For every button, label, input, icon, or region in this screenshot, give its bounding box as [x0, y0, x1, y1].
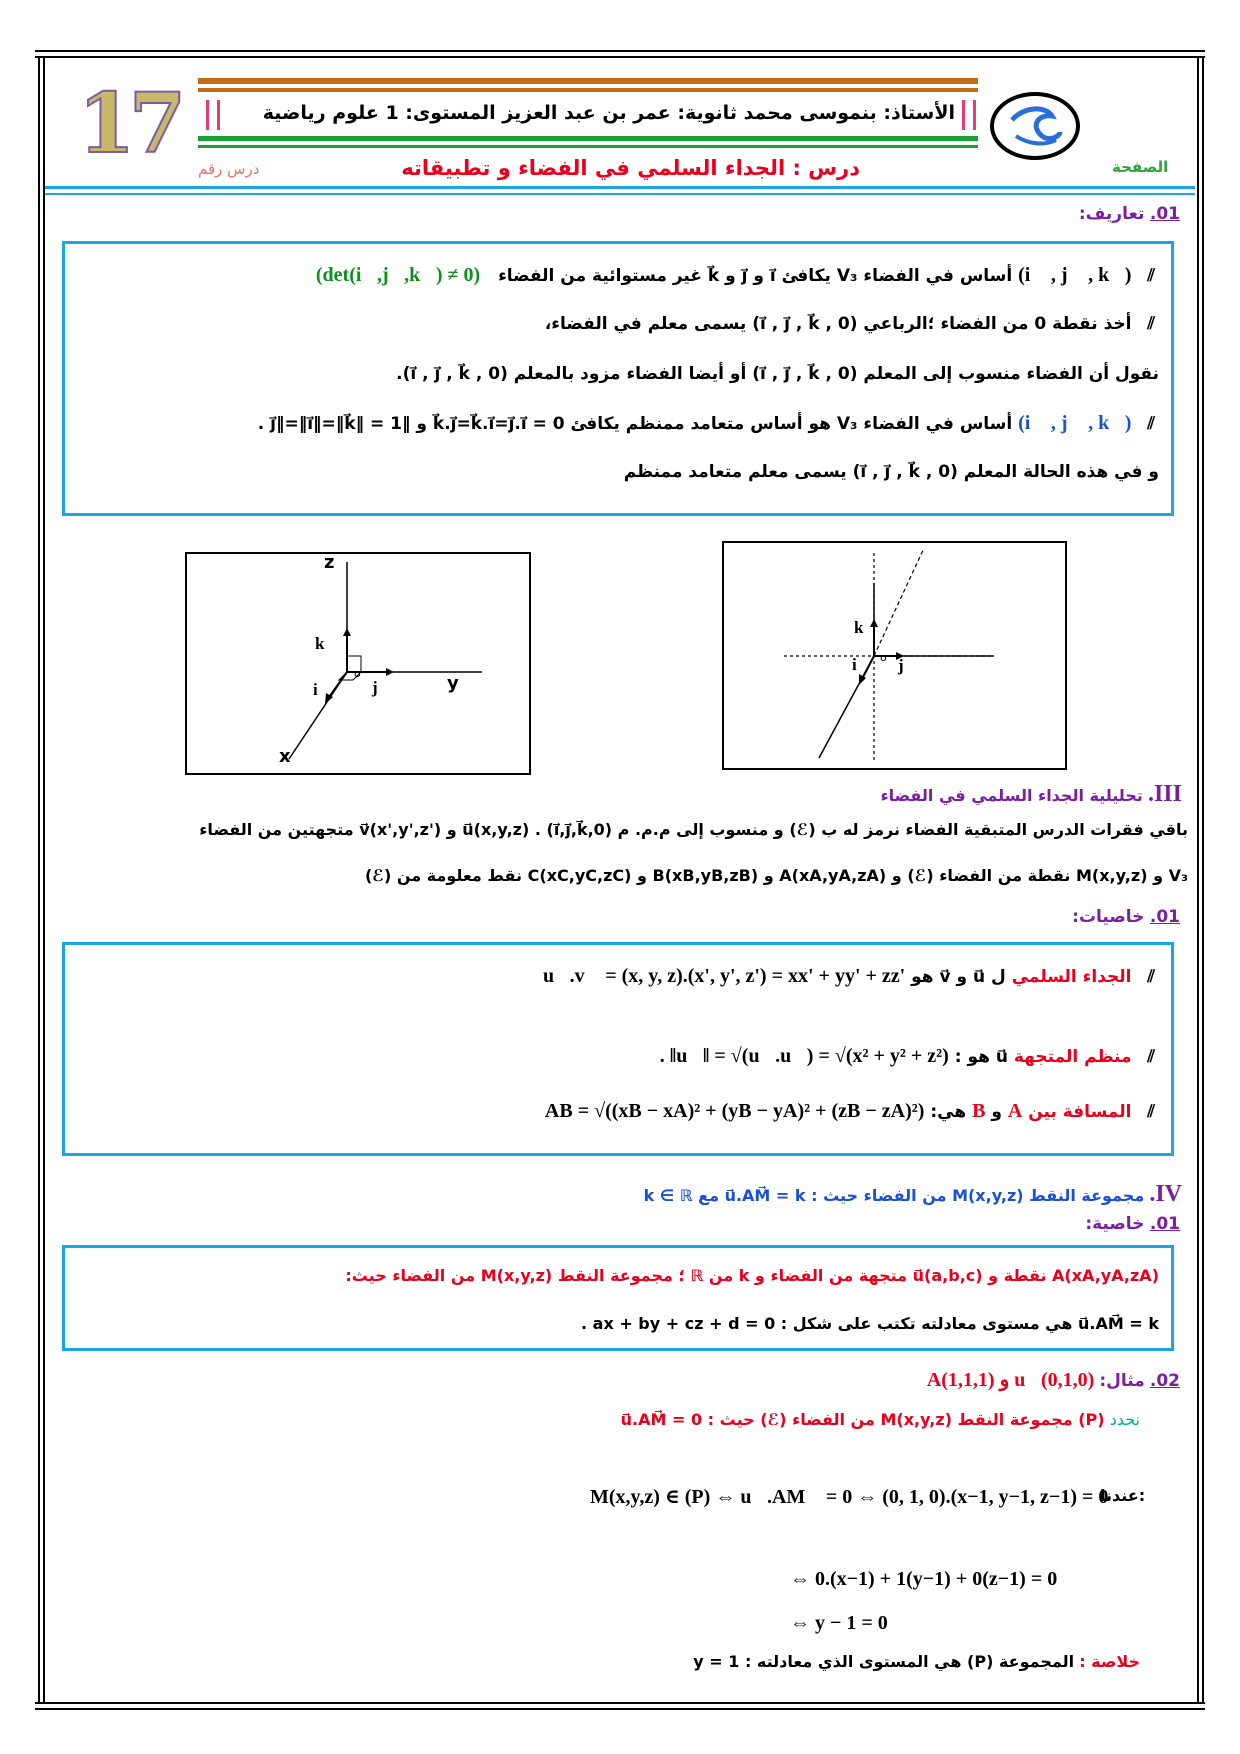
det-condition: (det(i⃗,j⃗,k⃗) ≠ 0) [315, 264, 481, 286]
page-label: الصفحة [1112, 158, 1169, 176]
bullet-icon: ⫽ [1147, 314, 1155, 334]
example-question [621, 1410, 1140, 1429]
section-1-heading [1079, 204, 1180, 224]
lesson-label: درس رقم [198, 160, 260, 178]
origin-label: o [354, 667, 361, 680]
header-right-marker [962, 100, 976, 130]
def-line-4-text: أساس في الفضاء V₃ هو أساس متعامد ممنظم يكافئ k⃗.j⃗=k⃗.i⃗=j⃗.i⃗ = 0 و ‖j⃗‖=‖i⃗‖=‖k⃗‖ = 1 . [257, 414, 1013, 434]
figure-left [185, 552, 531, 775]
header-left-marker [206, 100, 220, 130]
dot-product-line [543, 965, 1155, 988]
vector-k-label: k⃗ [854, 618, 877, 637]
property-line-2: u⃗.AM⃗ = k هي مستوى معادلته تكتب على شكل : ax + by + cz + d = 0 . [580, 1314, 1159, 1333]
bullet-icon: ⫽ [1147, 967, 1155, 987]
def-line-1 [316, 264, 1155, 287]
example-have: عندنا: [1100, 1486, 1146, 1505]
section-4-sub-number: 01. [1149, 1214, 1180, 1234]
header-band-green [198, 136, 978, 141]
lesson-title: درس : الجداء السلمي في الفضاء و تطبيقاته [401, 156, 860, 180]
section-1-number: 01. [1149, 204, 1180, 224]
header-band-green-2 [198, 145, 978, 148]
norm-formula: . ‖u⃗‖ = √(u⃗.u⃗) = √(x² + y² + z²) [659, 1045, 949, 1067]
vector-k-label: k⃗ [315, 634, 338, 653]
def-line-4 [258, 412, 1155, 435]
section-3-para-2: V₃ و M(x,y,z) نقطة من الفضاء (ℰ) و A(xA,yA,zA) و B(xB,yB,zB) و C(xC,yC,zC) نقط معلومة من (ℰ) [364, 866, 1188, 885]
left-border [38, 58, 40, 1702]
example-question-text: (P) مجموعة النقط M(x,y,z) من الفضاء (ℰ) حيث : u⃗.AM⃗ = 0 [620, 1410, 1105, 1429]
section-3-heading [880, 781, 1182, 808]
header-rule-blue-1 [45, 186, 1195, 189]
header-band-orange-2 [198, 88, 978, 92]
distance-text: هي: [930, 1102, 967, 1122]
section-3-para-1: باقي فقرات الدرس المتبقية الفضاء نرمز له ب (ℰ) و منسوب إلى م.م. م (0,i⃗,j⃗,k⃗) . u⃗(x,y,z) و v⃗(x',y',z') متجهتين من الفضاء [199, 820, 1188, 839]
vector-i-label: i⃗ [852, 655, 870, 674]
def-line-1-text: أساس في الفضاء V₃ يكافئ i⃗ و j⃗ و k⃗ غير مستوائية من الفضاء [498, 266, 1013, 286]
section-3-sub-heading [1072, 907, 1180, 927]
dot-product-formula: u⃗.v⃗ = (x, y, z).(x', y', z') = xx' + yy' + zz' [543, 965, 906, 987]
section-4-sub-heading [1085, 1214, 1180, 1234]
right-border [1197, 58, 1199, 1702]
properties-box [62, 942, 1174, 1156]
bullet-icon: ⫽ [1147, 1047, 1155, 1067]
header-band-orange [198, 78, 978, 84]
property-box [62, 1245, 1174, 1351]
figure-right [722, 541, 1067, 770]
bullet-icon: ⫽ [1147, 1102, 1155, 1122]
vector-j-label: j⃗ [372, 678, 391, 697]
example-number: 02. [1149, 1371, 1180, 1391]
top-rule-2 [35, 56, 1205, 58]
section-3-sub-number: 01. [1149, 907, 1180, 927]
teacher-line: الأستاذ: بنموسى محمد ثانوية: عمر بن عبد العزيز المستوى: 1 علوم رياضية [262, 102, 955, 124]
axis-z-label: z [324, 552, 335, 573]
bottom-rule-2 [35, 1708, 1205, 1710]
example-question-label: نحدد [1109, 1410, 1140, 1429]
vector-j-label: j⃗ [898, 656, 917, 675]
section-4-title: مجموعة النقط M(x,y,z) من الفضاء حيث : u⃗.AM⃗ = k مع k ∈ ℝ [643, 1186, 1145, 1205]
distance-and: و [991, 1102, 1002, 1122]
conclusion-line [693, 1652, 1140, 1671]
example-eq-1: M(x,y,z) ∈ (P) ⇔ u⃗.AM⃗ = 0 ⇔ (0, 1, 0).(x−1, y−1, z−1) = 0 [590, 1486, 1109, 1508]
section-4-heading [644, 1181, 1182, 1208]
dot-product-text: ل u⃗ و v⃗ هو [911, 967, 1006, 987]
section-4-sub-title: خاصية: [1085, 1214, 1145, 1234]
origin-label: o [880, 651, 887, 664]
section-4-roman: IV. [1149, 1181, 1182, 1207]
point-a-label: A [1007, 1100, 1023, 1122]
def-basis: (i⃗ , j⃗ , k⃗) [1018, 264, 1132, 286]
lesson-number: 17 [78, 76, 181, 172]
distance-line [545, 1100, 1155, 1123]
def-line-5-text: و في هذه الحالة المعلم (0 , i⃗ , j⃗ , k⃗) يسمى معلم متعامد ممنظم [623, 462, 1159, 482]
conclusion-label: خلاصة : [1079, 1652, 1140, 1671]
section-3-sub-title: خاصيات: [1072, 907, 1145, 927]
conclusion-text: المجموعة (P) هي المستوى الذي معادلته : y = 1 [693, 1652, 1075, 1671]
section-3-roman: III. [1147, 781, 1182, 807]
distance-label: المسافة بين [1028, 1102, 1132, 1122]
norm-line [660, 1045, 1155, 1068]
section-3-title: تحليلية الجداء السلمي في الفضاء [880, 786, 1143, 805]
bullet-icon: ⫽ [1147, 266, 1155, 286]
axis-y-label: y [447, 673, 459, 694]
example-heading [927, 1367, 1180, 1392]
point-b-label: B [972, 1100, 986, 1122]
dot-product-label: الجداء السلمي [1011, 967, 1132, 987]
bullet-icon: ⫽ [1147, 414, 1155, 434]
axis-x-label: x [279, 746, 291, 767]
vector-i-label: i⃗ [313, 680, 331, 699]
example-eq-3: ⇔ y − 1 = 0 [790, 1612, 888, 1634]
section-1-title: تعاريف: [1078, 204, 1145, 224]
def-line-3-text: نقول أن الفضاء منسوب إلى المعلم (0 , i⃗ , j⃗ , k⃗) أو أيضا الفضاء مزود بالمعلم (0 , i⃗ , j⃗ , k⃗). [396, 364, 1159, 384]
example-eq-2: ⇔ 0.(x−1) + 1(y−1) + 0(z−1) = 0 [790, 1568, 1058, 1590]
def-line-3 [396, 364, 1159, 384]
example-title: مثال: [1099, 1371, 1145, 1391]
bottom-rule-1 [35, 1702, 1205, 1704]
distance-formula: AB = √((xB − xA)² + (yB − yA)² + (zB − zA)²) [544, 1100, 925, 1122]
definitions-box [62, 241, 1174, 516]
logo-icon [990, 92, 1080, 160]
def-line-2 [545, 314, 1155, 334]
def-line-2-text: أخذ نقطة 0 من الفضاء ؛الرباعي (0 , i⃗ , j⃗ , k⃗) يسمى معلم في الفضاء، [544, 314, 1132, 334]
orthonormal-basis: (i⃗ , j⃗ , k⃗) [1018, 412, 1132, 434]
example-data: A(1,1,1) و u⃗(0,1,0) [926, 1369, 1095, 1391]
norm-label: منظم المتجهة [1013, 1047, 1132, 1067]
def-line-5 [624, 462, 1159, 482]
top-rule-1 [35, 50, 1205, 52]
right-border-2 [1202, 58, 1204, 1702]
property-line-1: A(xA,yA,zA) نقطة و u⃗(a,b,c) متجهة من الفضاء و k من ℝ ؛ مجموعة النقط M(x,y,z) من الفضاء حيث: [345, 1266, 1159, 1285]
header-rule-blue-2 [45, 193, 1195, 195]
norm-text: u⃗ هو : [954, 1047, 1008, 1067]
left-border-2 [43, 58, 45, 1702]
